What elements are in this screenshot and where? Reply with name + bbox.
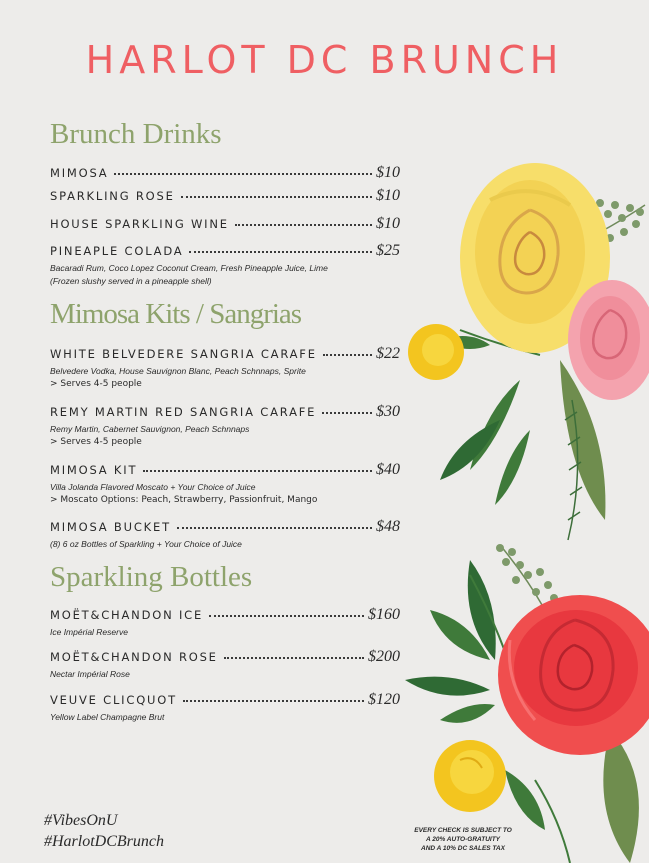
gratuity-notice: [408, 826, 518, 853]
eucalyptus-sprig-bottom: [496, 544, 558, 610]
section-title-brunch-drinks: Brunch Drinks: [50, 118, 222, 150]
item-price: $48: [376, 518, 400, 535]
dot-leader: [189, 249, 372, 253]
item-note: > Serves 4-5 people: [50, 437, 142, 447]
item-description: (8) 6 oz Bottles of Sparkling + Your Choice of Juice: [50, 539, 242, 549]
menu-item-sparkling-rose: [50, 187, 400, 207]
small-yellow-flower-bottom: [434, 740, 506, 812]
item-price: $30: [376, 403, 400, 420]
dot-leader: [224, 655, 364, 659]
item-name: VEUVE CLICQUOT: [50, 693, 177, 707]
item-description: Nectar Impérial Rose: [50, 669, 130, 679]
item-name: REMY MARTIN RED SANGRIA CARAFE: [50, 405, 317, 419]
item-price: $10: [376, 215, 400, 232]
item-name: HOUSE SPARKLING WINE: [50, 217, 229, 231]
item-price: $22: [376, 345, 400, 362]
section-title-sparkling-bottles: Sparkling Bottles: [50, 561, 253, 593]
gratuity-line: EVERY CHECK IS SUBJECT TO: [414, 827, 512, 834]
item-description: Villa Jolanda Flavored Moscato + Your Choice of Juice: [50, 482, 256, 492]
hashtag-vibesonu: #VibesOnU: [44, 812, 118, 829]
page-title: HARLOT DC BRUNCH: [85, 38, 564, 82]
section-title-mimosa-kits: Mimosa Kits / Sangrias: [50, 298, 302, 330]
menu-item-moet-rose: [50, 648, 400, 681]
item-description: Yellow Label Champagne Brut: [50, 712, 165, 722]
item-name: MIMOSA: [50, 166, 109, 180]
menu-item-moet-ice: [50, 606, 400, 639]
dot-leader: [323, 352, 372, 356]
menu-item-house-sparkling-wine: [50, 215, 400, 235]
item-price: $40: [376, 461, 400, 478]
item-name: SPARKLING ROSE: [50, 189, 175, 203]
item-name: MOËT&CHANDON ROSE: [50, 650, 218, 664]
dot-leader: [209, 613, 364, 617]
menu-item-remy-martin-sangria: [50, 403, 400, 449]
menu-item-mimosa-kit: [50, 461, 400, 507]
menu-item-pineaple-colada: [50, 242, 400, 288]
dot-leader: [322, 410, 372, 414]
item-price: $25: [376, 242, 400, 259]
item-price: $10: [376, 187, 400, 204]
item-description: Ice Impérial Reserve: [50, 627, 128, 637]
menu-item-mimosa-bucket: [50, 518, 400, 551]
menu-item-mimosa: [50, 164, 400, 184]
gratuity-line: A 20% AUTO-GRATUITY: [425, 836, 501, 843]
red-rose: [498, 595, 649, 755]
item-description: Bacaradi Rum, Coco Lopez Coconut Cream, Fresh Pineapple Juice, Lime: [50, 263, 328, 273]
item-name: PINEAPLE COLADA: [50, 244, 184, 258]
dot-leader: [177, 525, 372, 529]
item-description: (Frozen slushy served in a pineapple shell): [50, 276, 212, 286]
item-name: WHITE BELVEDERE SANGRIA CARAFE: [50, 347, 317, 361]
item-name: MOËT&CHANDON ICE: [50, 608, 204, 622]
item-price: $160: [368, 606, 400, 623]
dot-leader: [183, 698, 364, 702]
dot-leader: [114, 171, 372, 175]
item-name: MIMOSA KIT: [50, 463, 138, 477]
small-yellow-flower-top: [408, 324, 464, 380]
item-price: $200: [368, 648, 400, 665]
hashtag-harlotdcbrunch: #HarlotDCBrunch: [44, 833, 164, 850]
item-price: $10: [376, 164, 400, 181]
item-note: > Moscato Options: Peach, Strawberry, Passionfruit, Mango: [50, 495, 318, 505]
dot-leader: [235, 222, 372, 226]
item-price: $120: [368, 691, 400, 708]
gratuity-line: AND A 10% DC SALES TAX: [421, 845, 505, 852]
dot-leader: [181, 194, 372, 198]
menu-item-white-belvedere-sangria: [50, 345, 400, 391]
item-description: Remy Martin, Cabernet Sauvignon, Peach Schnnaps: [50, 424, 250, 434]
dot-leader: [143, 468, 372, 472]
item-description: Belvedere Vodka, House Sauvignon Blanc, Peach Schnnaps, Sprite: [50, 366, 306, 376]
item-name: MIMOSA BUCKET: [50, 520, 171, 534]
menu-item-veuve-clicquot: [50, 691, 400, 724]
item-note: > Serves 4-5 people: [50, 379, 142, 389]
